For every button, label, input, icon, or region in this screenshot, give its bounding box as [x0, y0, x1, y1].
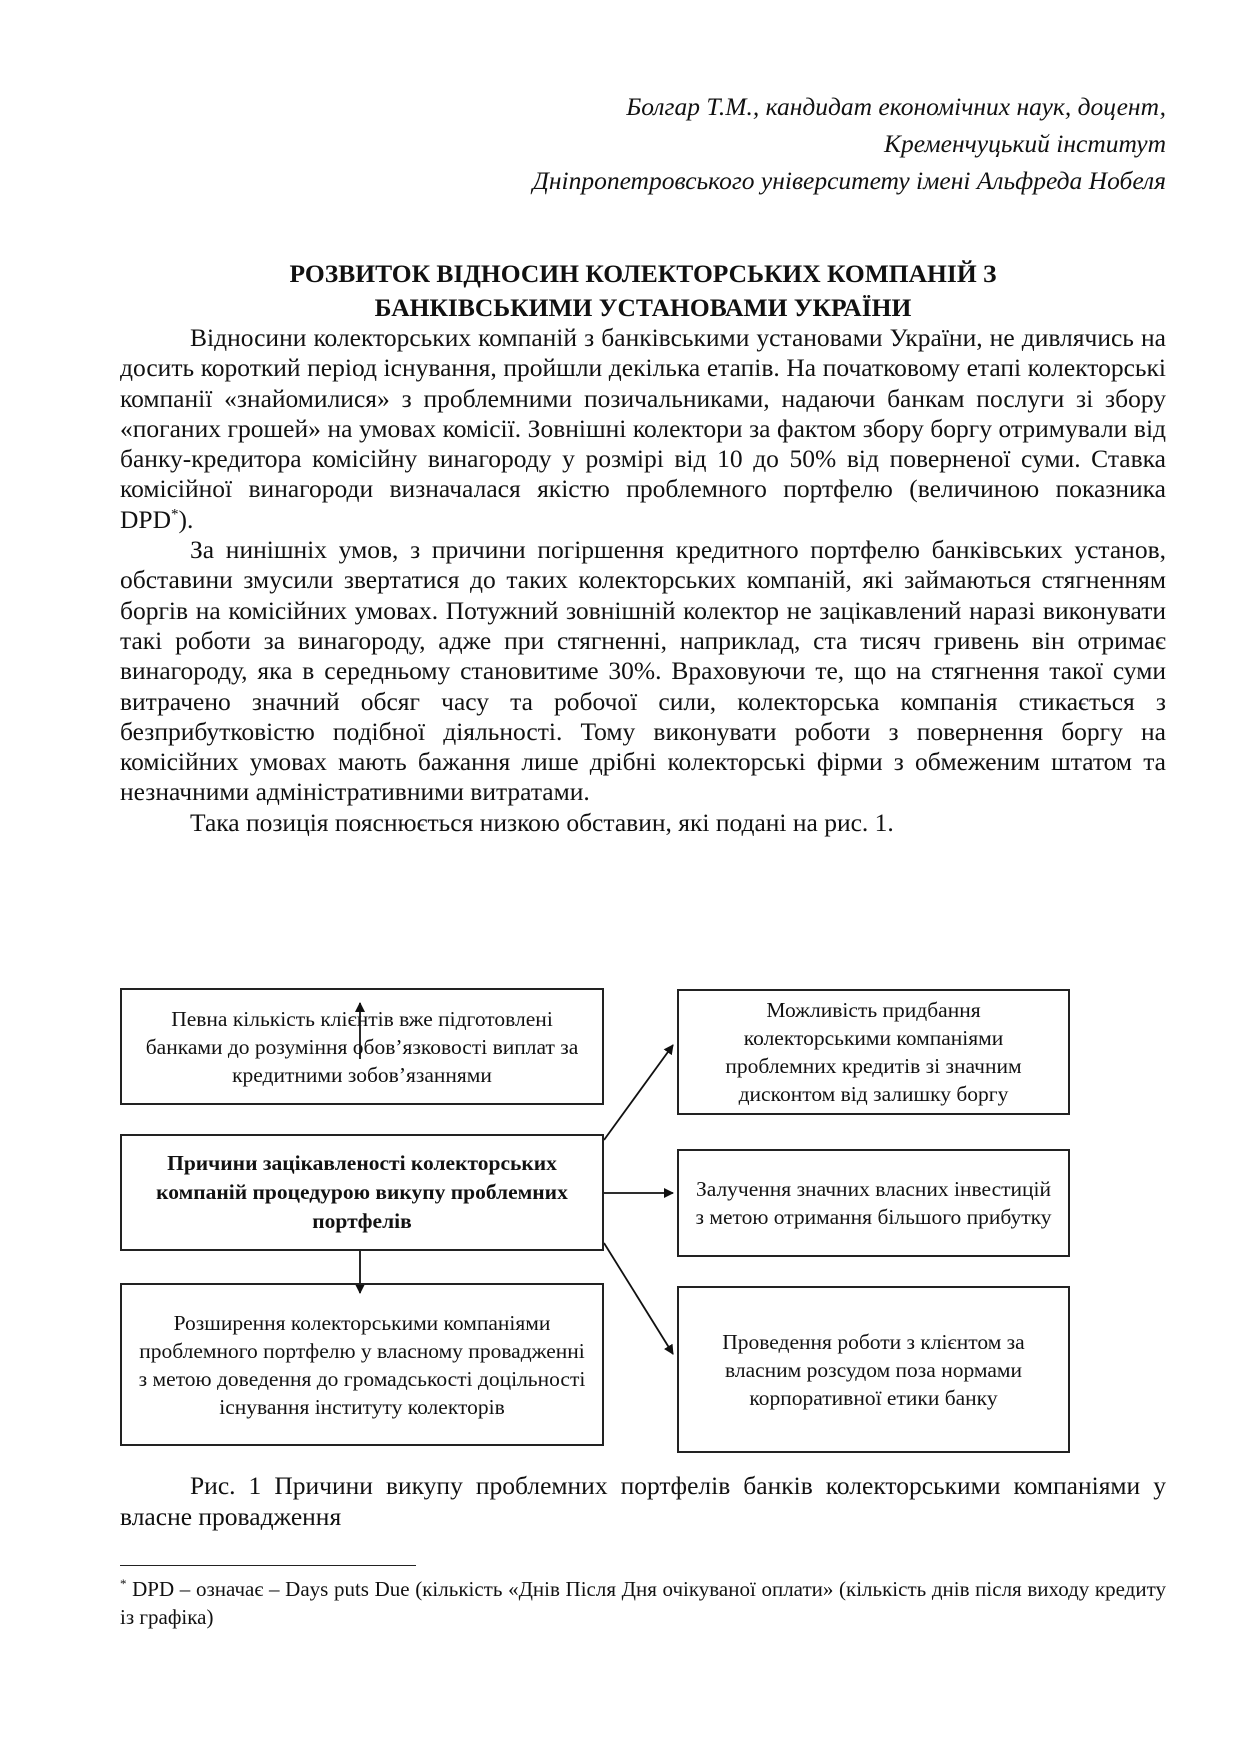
figure-box-top-left: Певна кількість клієнтів вже підготовлені банками до розуміння обов’язковості виплат за кредитними зобов’язаннями: [120, 988, 604, 1105]
footnote: [120, 1575, 1166, 1631]
author-name: Болгар Т.М., кандидат економічних наук, доцент,: [626, 92, 1166, 121]
footnote-reference[interactable]: *: [171, 506, 179, 523]
article-title-line-2: БАНКІВСЬКИМИ УСТАНОВАМИ УКРАЇНИ: [374, 293, 912, 322]
author-university: Дніпропетровського університету імені Альфреда Нобеля: [532, 166, 1166, 195]
author-institute: Кременчуцький інститут: [884, 129, 1166, 158]
paragraph-2: За нинішніх умов, з причини погіршення кредитного портфелю банківських установ, обставини змусили звертатися до таких колекторських компаній, які займаються стягненням боргів на комісійних умовах. Потужний зовнішній колектор не зацікавлений наразі виконувати такі роботи за винагороду, адже при стягненні, наприклад, ста тисяч гривень він отримає винагороду, яка в середньому становитиме 30%. Враховуючи те, що на стягнення такої суми витрачено значний обсяг часу та робочої сили, колекторська компанія стикається з безприбутковістю подібної діяльності. Тому виконувати роботи з повернення боргу на комісійних умовах мають бажання лише дрібні колекторські фірми з обмеженим штатом та незначними адміністративними витратами.: [120, 535, 1166, 807]
arrow-to-right-bottom: [604, 1243, 673, 1354]
figure-box-right-top: Можливість придбання колекторськими компаніями проблемних кредитів зі значним дисконтом від залишку боргу: [677, 989, 1070, 1115]
footnote-text: DPD – означає – Days puts Due (кількість «Днів Після Дня очікуваної оплати» (кількість днів після виходу кредиту із графіка): [120, 1577, 1166, 1629]
figure-caption: [120, 1470, 1166, 1532]
figure-caption-text: Рис. 1 Причини викупу проблемних портфелів банків колекторськими компаніями у власне провадження: [120, 1471, 1166, 1531]
footnote-divider: [120, 1565, 416, 1566]
paragraph-1-end: ).: [178, 504, 194, 534]
article-title-line-1: РОЗВИТОК ВІДНОСИН КОЛЕКТОРСЬКИХ КОМПАНІЙ З: [289, 259, 997, 288]
paragraph-3: Така позиція пояснюється низкою обставин, які подані на рис. 1.: [190, 807, 894, 837]
paragraph-1-text: Відносини колекторських компаній з банківськими установами України, не дивлячись на досить короткий період існування, пройшли декілька етапів. На початковому етапі колекторські компанії «знайомилися» з проблемними позичальниками, надаючи банкам послуги зі збору «поганих грошей» на умовах комісії. Зовнішні колектори за фактом збору боргу отримували від банку-кредитора комісійну винагороду у розмірі від 10 до 50% від поверненої суми. Ставка комісійної винагороди визначалася якістю проблемного портфелю (величиною показника DPD: [120, 323, 1166, 534]
figure-box-right-bottom: Проведення роботи з клієнтом за власним розсудом поза нормами корпоративної етики банку: [677, 1286, 1070, 1453]
figure-box-bottom-left: Розширення колекторськими компаніями проблемного портфелю у власному провадженні з метою доведення до громадськості доцільності існування інституту колекторів: [120, 1283, 604, 1446]
figure-box-right-middle: Залучення значних власних інвестицій з метою отримання більшого прибутку: [677, 1149, 1070, 1257]
arrow-to-right-top: [604, 1045, 673, 1140]
footnote-mark: *: [120, 1576, 127, 1591]
figure-box-center: Причини зацікавленості колекторських компаній процедурою викупу проблемних портфелів: [120, 1134, 604, 1251]
